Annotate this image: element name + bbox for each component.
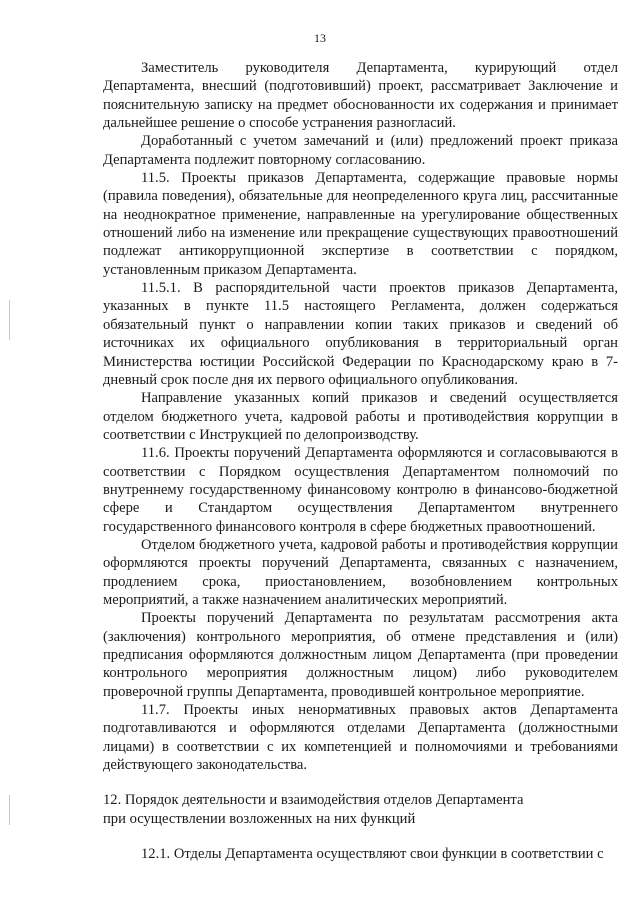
paragraph: 11.5. Проекты приказов Департамента, содержащие правовые нормы (правила поведения), обязательные для неопределенного круга лиц, рассчитанные на неоднократное применение, направленные на урегулирование общественных отношений либо на изменение или прекращение существующих правоотношений подлежат антикоррупционной экспертизе в соответствии с порядком, установленным приказом Департамента. — [103, 170, 618, 278]
section-heading-line: при осуществлении возложенных на них функций — [103, 810, 416, 827]
scan-binding-mark — [9, 795, 10, 825]
paragraph: Направление указанных копий приказов и сведений осуществляется отделом бюджетного учета, кадровой работы и противодействия коррупции в соответствии с Инструкцией по делопроизводству. — [103, 390, 618, 443]
paragraph: Доработанный с учетом замечаний и (или) предложений проект приказа Департамента подлежит повторному согласованию. — [103, 133, 618, 168]
section-heading — [103, 791, 618, 828]
paragraph: 11.7. Проекты иных ненормативных правовых актов Департамента подготавливаются и оформляются отделами Департамента (должностными лицами) в соответствии с их компетенцией и полномочиями и требованиями действующего законодательства. — [103, 702, 618, 774]
paragraph: 12.1. Отделы Департамента осуществляют свои функции в соответствии с — [141, 846, 604, 863]
section-heading-line: 12. Порядок деятельности и взаимодействия отделов Департамента — [103, 792, 524, 809]
document-body — [103, 59, 618, 863]
paragraph: 11.5.1. В распорядительной части проектов приказов Департамента, указанных в пункте 11.5 настоящего Регламента, должен содержаться обязательный пункт о направлении копии таких приказов и сведений об источниках их официального опубликования в территориальный орган Министерства юстиции Российской Федерации по Краснодарскому краю в 7-дневный срок после дня их первого официального опубликования. — [103, 280, 618, 388]
paragraph: Отделом бюджетного учета, кадровой работы и противодействия коррупции оформляются проекты поручений Департамента, связанных с назначением, продлением срока, приостановлением, возобновлением контрольных мероприятий, а также назначением аналитических мероприятий. — [103, 536, 618, 608]
paragraph: 11.6. Проекты поручений Департамента оформляются и согласовываются в соответствии с Порядком осуществления Департаментом полномочий по внутреннему государственному финансовому контролю в финансово-бюджетной сфере и Стандартом осуществления Департаментом внутреннего государственного финансового контроля в сфере бюджетных правоотношений. — [103, 445, 618, 535]
page-number: 13 — [314, 31, 326, 45]
paragraph: Проекты поручений Департамента по результатам рассмотрения акта (заключения) контрольного мероприятия, об отмене представления и (или) предписания оформляются должностным лицом Департамента (при проведении контрольного мероприятия должностным лицом) либо руководителем проверочной группы Департамента, проводившей контрольное мероприятие. — [103, 610, 618, 700]
scan-binding-mark — [9, 300, 10, 340]
paragraph: Заместитель руководителя Департамента, курирующий отдел Департамента, внесший (подготовивший) проект, рассматривает Заключение и пояснительную записку на предмет обоснованности их содержания и принимает дальнейшее решение о способе устранения разногласий. — [103, 60, 618, 132]
